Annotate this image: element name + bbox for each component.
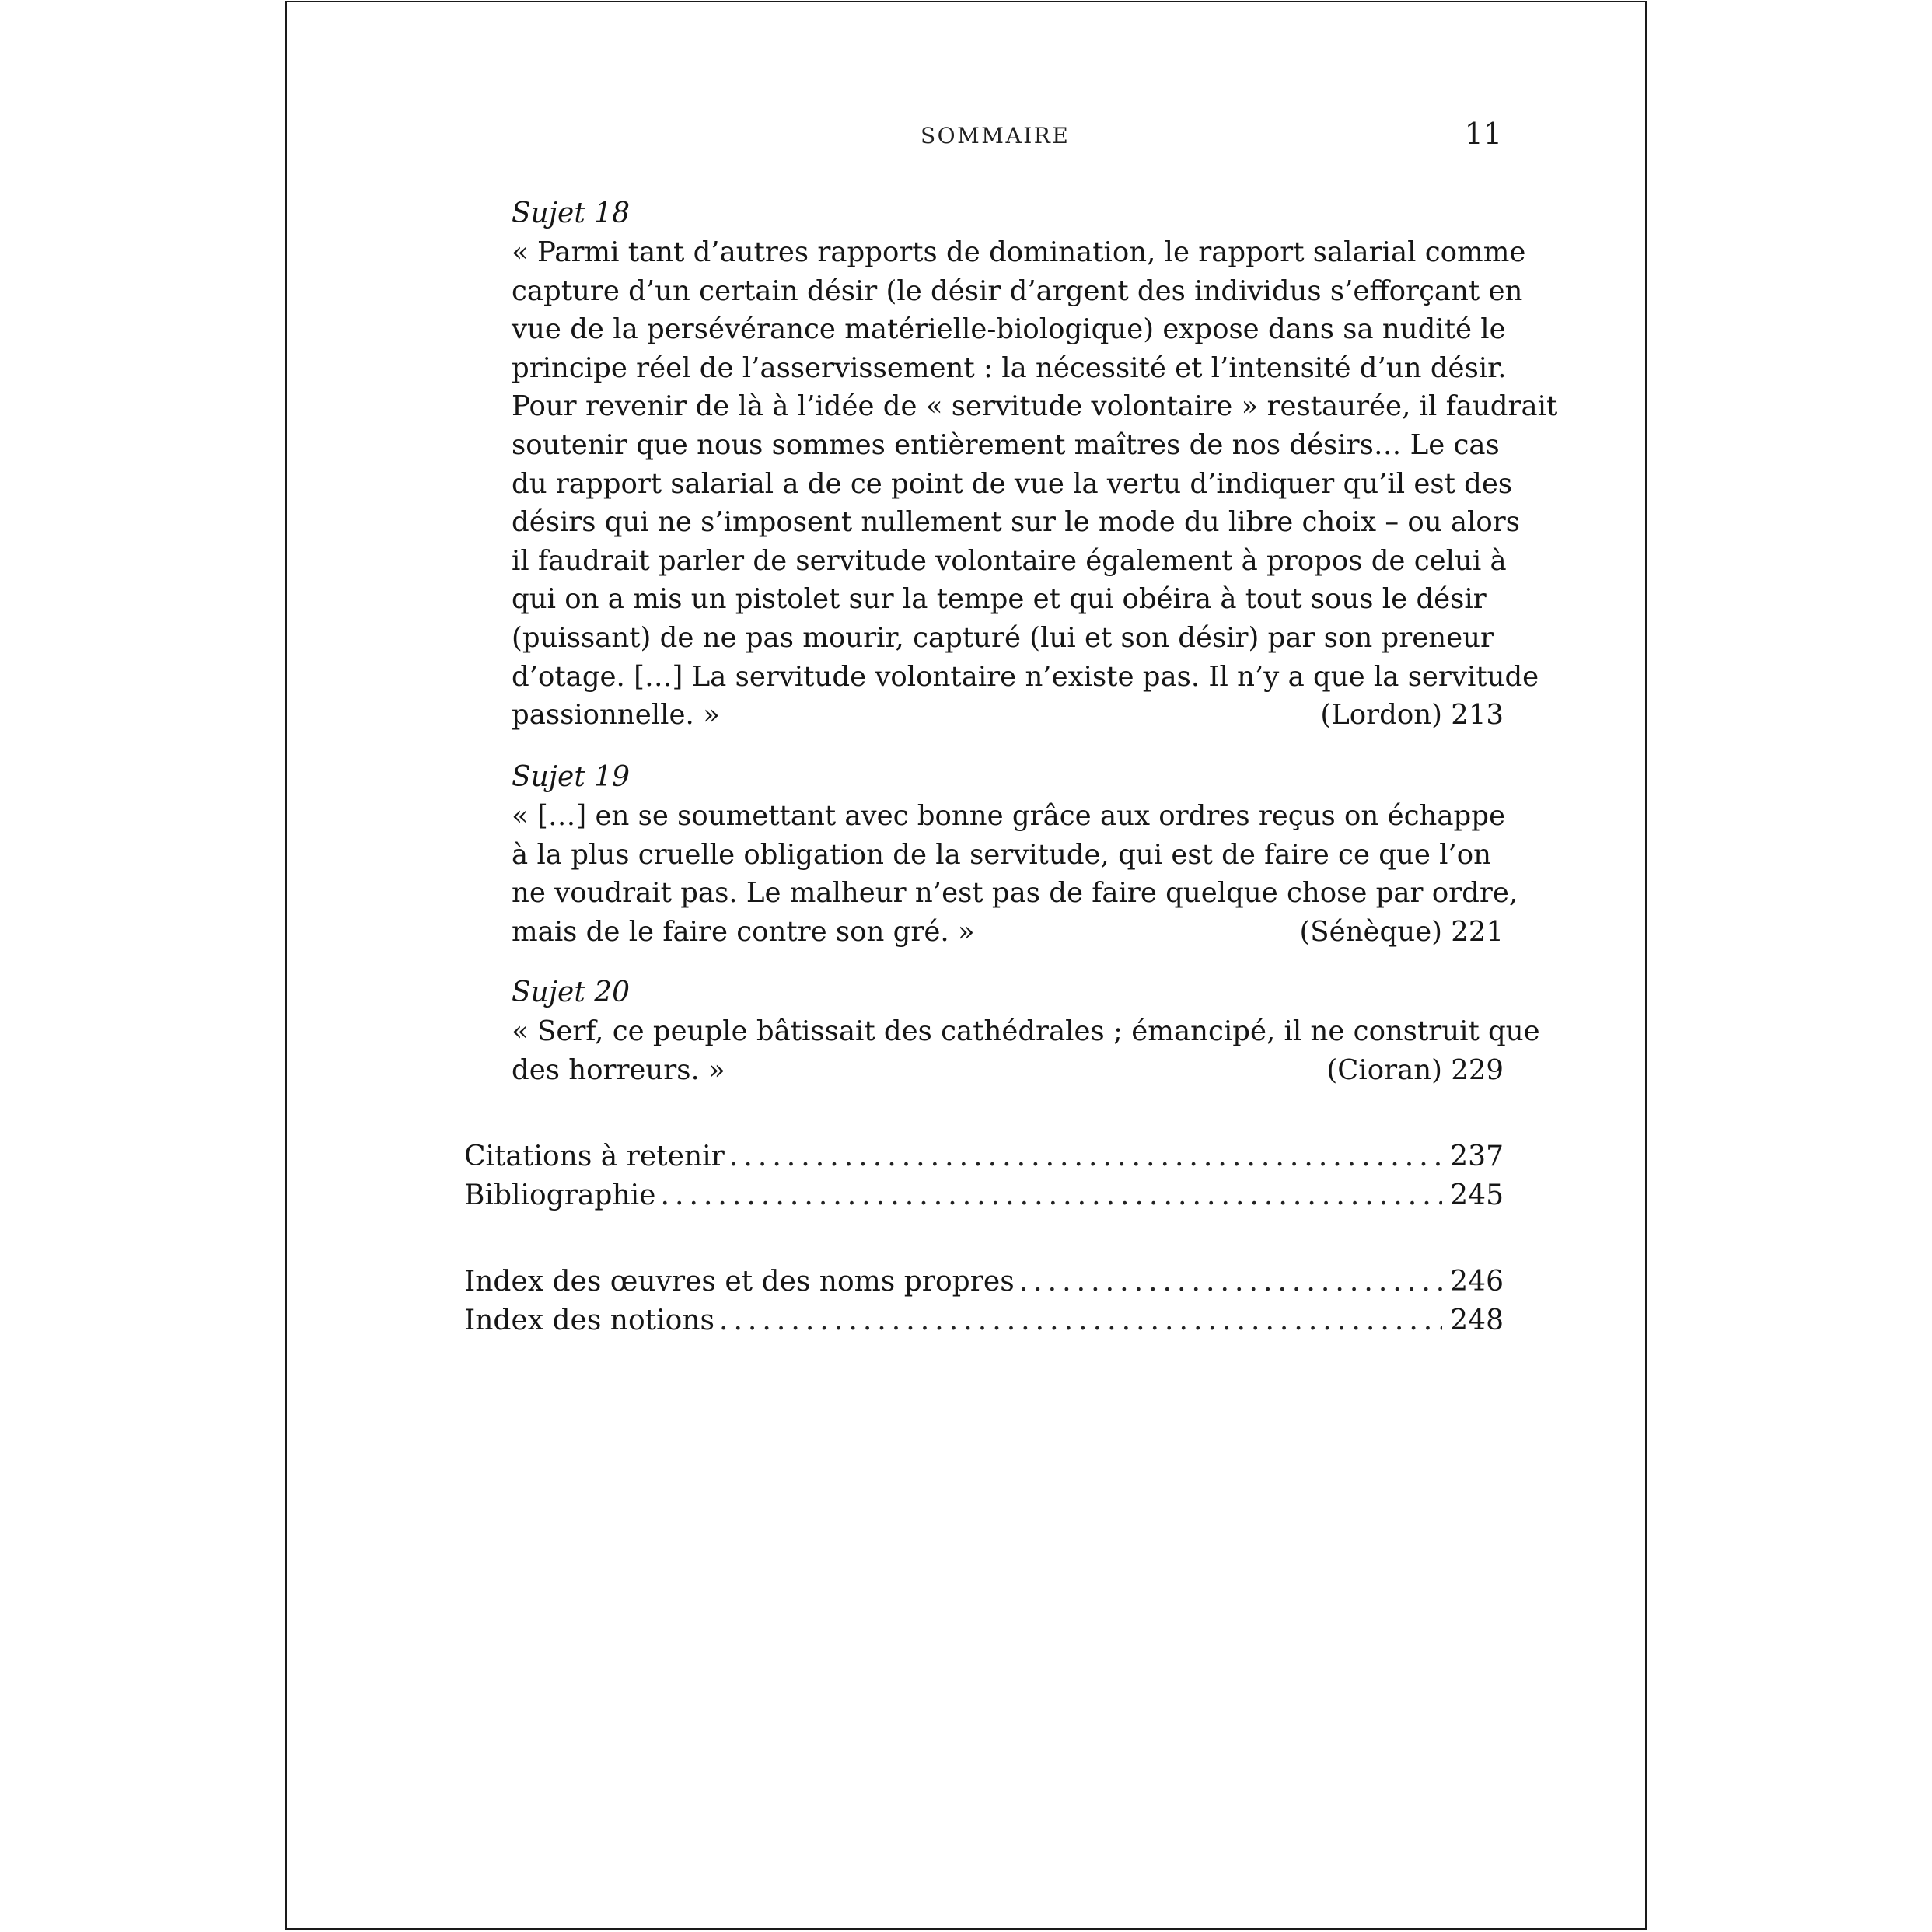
toc-label: Index des œuvres et des noms propres — [464, 1266, 1015, 1298]
sujet-19 — [512, 758, 1518, 951]
quote-line: vue de la persévérance matérielle-biologique) expose dans sa nudité le — [512, 313, 1506, 346]
quote-line: désirs qui ne s’imposent nullement sur le mode du libre choix – ou alors — [512, 506, 1520, 539]
toc-leader-dots — [729, 1137, 1442, 1176]
quote-last-line — [512, 696, 1504, 735]
quote-line: d’otage. […] La servitude volontaire n’existe pas. Il n’y a que la servitude — [512, 660, 1539, 693]
quote-line: soutenir que nous sommes entièrement maîtres de nos désirs… Le cas — [512, 428, 1500, 461]
quote-line: à la plus cruelle obligation de la servitude, qui est de faire ce que l’on — [512, 838, 1491, 871]
toc-label: Bibliographie — [464, 1179, 656, 1211]
quote-reference: (Cioran) 229 — [1326, 1053, 1504, 1086]
toc-label: Citations à retenir — [464, 1141, 725, 1172]
toc-page: 237 — [1450, 1141, 1504, 1172]
quote-text: mais de le faire contre son gré. » — [512, 915, 975, 948]
toc-leader-dots — [1019, 1263, 1443, 1301]
toc-entry-index-oeuvres[interactable] — [464, 1263, 1504, 1301]
sujet-title: Sujet 18 — [512, 197, 631, 229]
quote-line: « Serf, ce peuple bâtissait des cathédrales ; émancipé, il ne construit que — [512, 1015, 1540, 1047]
page-number: 11 — [1464, 117, 1502, 151]
quote-last-line — [512, 913, 1504, 952]
quote-line: qui on a mis un pistolet sur la tempe et qui obéira à tout sous le désir — [512, 583, 1487, 616]
quote-last-line — [512, 1051, 1504, 1090]
sujet-title: Sujet 19 — [512, 761, 631, 793]
toc-entry-index-notions[interactable] — [464, 1301, 1504, 1340]
quote-line: il faudrait parler de servitude volontaire également à propos de celui à — [512, 544, 1507, 577]
toc-page: 245 — [1450, 1179, 1504, 1211]
sujet-20 — [512, 973, 1540, 1089]
quote-line: ne voudrait pas. Le malheur n’est pas de faire quelque chose par ordre, — [512, 877, 1518, 910]
running-head: SOMMAIRE — [921, 123, 1071, 148]
quote-reference: (Lordon) 213 — [1320, 699, 1504, 732]
toc-group-appendix — [464, 1137, 1504, 1215]
quote-text: des horreurs. » — [512, 1053, 725, 1086]
quote-line: « Parmi tant d’autres rapports de domination, le rapport salarial comme — [512, 236, 1526, 268]
quote-line: du rapport salarial a de ce point de vue la vertu d’indiquer qu’il est des — [512, 467, 1513, 500]
quote-text: passionnelle. » — [512, 699, 720, 732]
quote-line: capture d’un certain désir (le désir d’argent des individus s’efforçant en — [512, 274, 1523, 307]
toc-page: 246 — [1450, 1266, 1504, 1298]
quote-line: (puissant) de ne pas mourir, capturé (lui et son désir) par son preneur — [512, 621, 1494, 654]
quote-line: principe réel de l’asservissement : la nécessité et l’intensité d’un désir. — [512, 351, 1507, 384]
toc-leader-dots — [719, 1301, 1442, 1340]
quote-reference: (Sénèque) 221 — [1299, 915, 1504, 948]
toc-entry-citations[interactable] — [464, 1137, 1504, 1176]
toc-group-index — [464, 1263, 1504, 1340]
sujet-title: Sujet 20 — [512, 976, 631, 1008]
toc-entry-bibliographie[interactable] — [464, 1176, 1504, 1215]
toc-page: 248 — [1450, 1305, 1504, 1336]
quote-line: Pour revenir de là à l’idée de « servitude volontaire » restaurée, il faudrait — [512, 390, 1558, 423]
toc-leader-dots — [660, 1176, 1442, 1215]
toc-label: Index des notions — [464, 1305, 714, 1336]
sujet-18 — [512, 194, 1558, 735]
quote-line: « […] en se soumettant avec bonne grâce aux ordres reçus on échappe — [512, 800, 1505, 832]
